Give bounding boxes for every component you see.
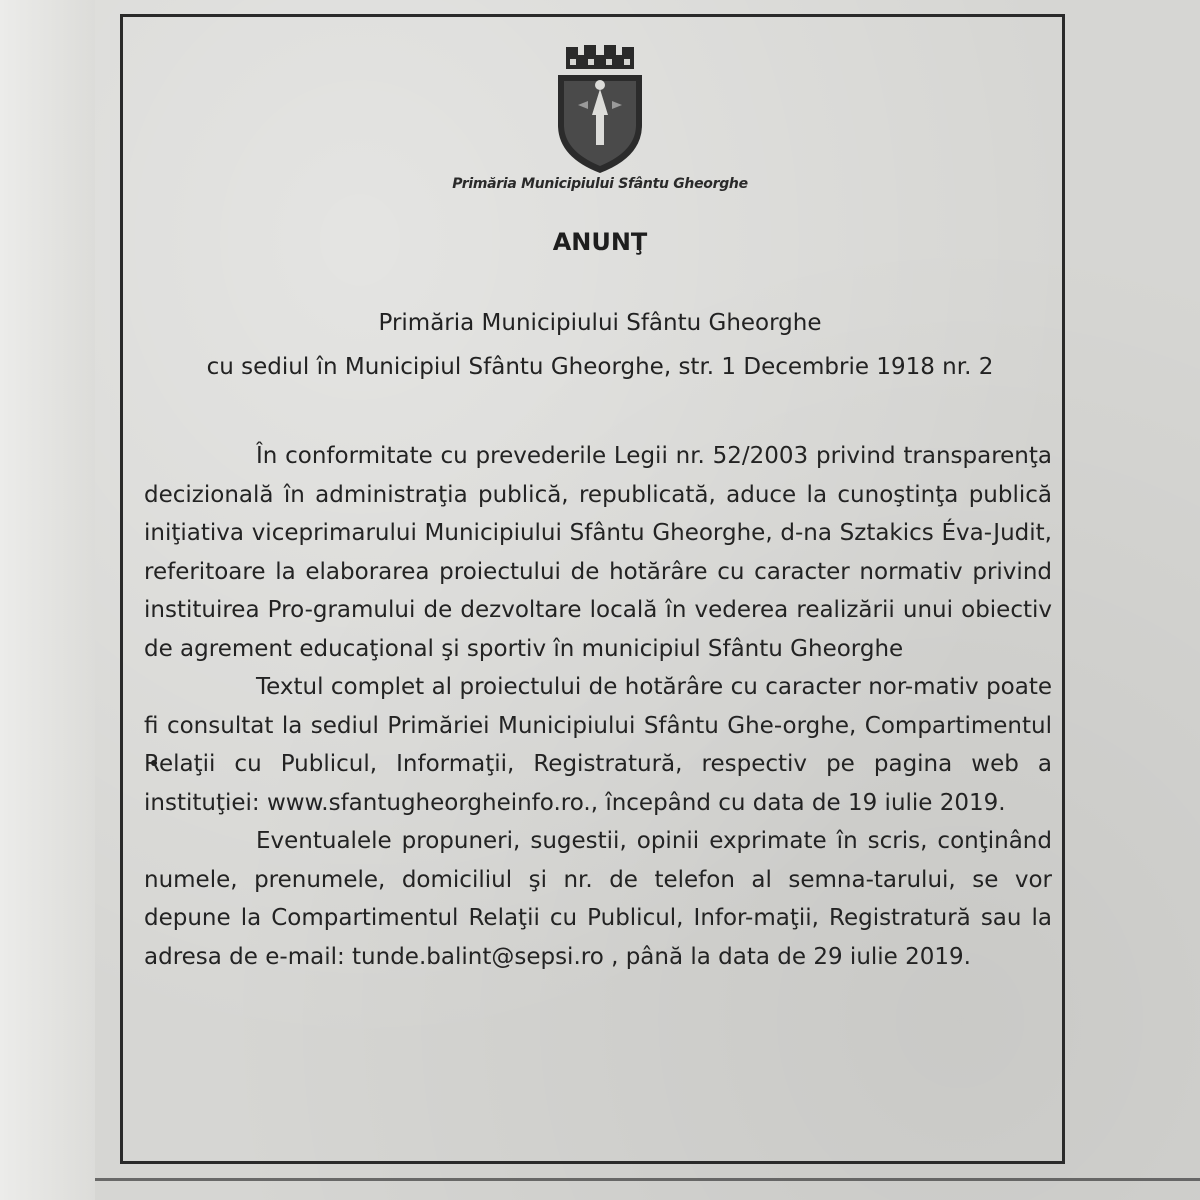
page-title: ANUNŢ	[552, 228, 648, 256]
paragraph-consultation: Textul complet al proiectului de hotărâre cu caracter nor-mativ poate fi consultat la sediul Primăriei Municipiului Sfântu Ghe-orghe, Compartimentul Relaţii cu Publicul, Informaţii, Registratură, respectiv pe pagina web a instituţiei: www.sfantugheorgheinfo.ro., începând cu data de 19 iulie 2019.	[144, 674, 1052, 816]
page-divider	[95, 1178, 1200, 1181]
announcement-body	[144, 437, 1052, 976]
institution-caption: Primăria Municipiului Sfântu Gheorghe	[452, 176, 748, 192]
paragraph-submissions: Eventualele propuneri, sugestii, opinii exprimate în scris, conţinând numele, prenumele, domiciliul şi nr. de telefon al semna-tarului, se vor depune la Compartimentul Relaţii cu Publicul, Infor-maţii, Registratură sau la adresa de e-mail: tunde.balint@sepsi.ro , până la data de 29 iulie 2019.	[144, 828, 1052, 970]
paragraph-legal-basis: În conformitate cu prevederile Legii nr. 52/2003 privind transparenţa decizională în administraţia publică, republicată, aduce la cunoştinţa publică iniţiativa viceprimarului Municipiului Sfântu Gheorghe, d-na Sztakics Éva-Judit, referitoare la elaborarea proiectului de hotărâre cu caracter normativ privind instituirea Pro-gramului de dezvoltare locală în vederea realizării unui obiectiv de agrement educaţional şi sportiv în municipiul Sfântu Gheorghe	[144, 443, 1052, 662]
address-line: cu sediul în Municipiul Sfântu Gheorghe, str. 1 Decembrie 1918 nr. 2	[206, 354, 994, 380]
coat-of-arms-icon	[548, 45, 652, 175]
issuer-line: Primăria Municipiului Sfântu Gheorghe	[378, 310, 822, 336]
page-edge	[0, 0, 95, 1200]
